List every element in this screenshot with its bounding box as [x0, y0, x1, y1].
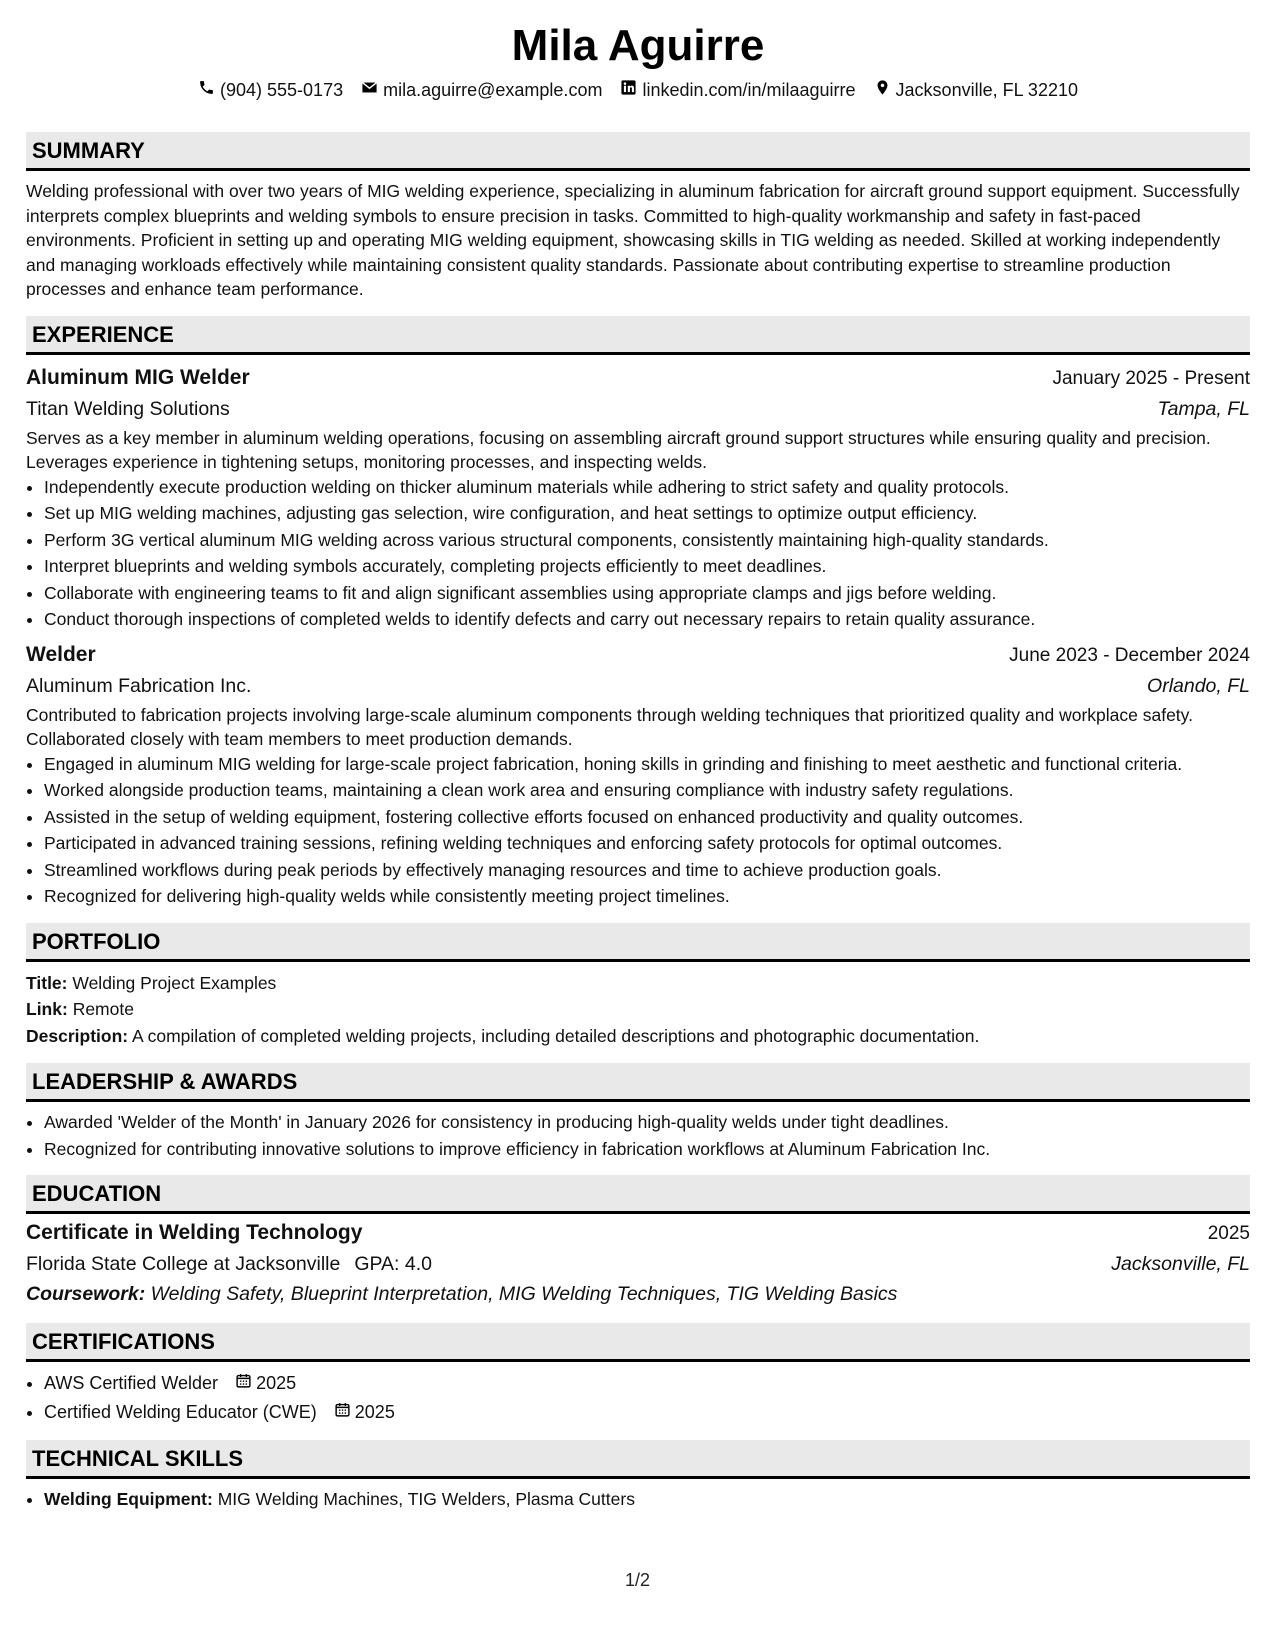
calendar-icon — [235, 1370, 252, 1397]
job-location: Tampa, FL — [1157, 397, 1250, 420]
contact-bar — [26, 78, 1250, 102]
portfolio-link[interactable]: Link: Remote — [26, 999, 134, 1019]
job-bullets — [26, 475, 1250, 632]
section-heading: CERTIFICATIONS — [26, 1323, 1250, 1362]
linkedin-icon — [620, 78, 637, 102]
section-heading: EDUCATION — [26, 1175, 1250, 1214]
contact-location — [874, 78, 1078, 102]
map-pin-icon — [874, 78, 891, 102]
certification-date: 2025 — [334, 1399, 395, 1426]
company-name: Titan Welding Solutions — [26, 397, 230, 420]
list-item: • Worked alongside production teams, maintaining a clean work area and ensuring compliance with industry safety regulations. — [44, 778, 1250, 803]
candidate-name: Mila Aguirre — [511, 21, 765, 70]
section-heading: LEADERSHIP & AWARDS — [26, 1063, 1250, 1102]
list-item: • Recognized for delivering high-quality welds while consistently meeting project timelines. — [44, 884, 1250, 909]
leadership-bullets — [26, 1110, 1250, 1161]
list-item: • Assisted in the setup of welding equipment, fostering collective efforts focused on enhanced productivity and quality outcomes. — [44, 805, 1250, 830]
job-title: Aluminum MIG Welder — [26, 365, 250, 389]
linkedin-text: linkedin.com/in/milaaguirre — [642, 80, 856, 100]
envelope-icon — [361, 78, 378, 102]
list-item: • Conduct thorough inspections of completed welds to identify defects and carry out necessary repairs to retain quality assurance. — [44, 607, 1250, 632]
location-text: Jacksonville, FL 32210 — [895, 80, 1078, 100]
job-entry — [26, 640, 1250, 909]
education-location: Jacksonville, FL — [1111, 1253, 1250, 1275]
list-item: • Perform 3G vertical aluminum MIG welding across various structural components, consistently maintaining high-quality standards. — [44, 528, 1250, 553]
job-entry — [26, 363, 1250, 632]
certifications-section — [26, 1323, 1250, 1426]
list-item: • Engaged in aluminum MIG welding for large-scale project fabrication, honing skills in grinding and finishing to meet aesthetic and functional criteria. — [44, 752, 1250, 777]
list-item: • Recognized for contributing innovative solutions to improve efficiency in fabrication workflows at Aluminum Fabrication Inc. — [44, 1137, 1250, 1162]
list-item: • Awarded 'Welder of the Month' in January 2026 for consistency in producing high-quality welds under tight deadlines. — [44, 1110, 1250, 1135]
list-item: • Interpret blueprints and welding symbols accurately, completing projects efficiently to meet deadlines. — [44, 554, 1250, 579]
job-description: Serves as a key member in aluminum welding operations, focusing on assembling aircraft ground support structures while ensuring quality and precision. Leverages experience in tightening setups, monitoring processes, and inspecting welds. — [26, 427, 1211, 472]
job-location: Orlando, FL — [1147, 674, 1250, 697]
gpa: GPA: 4.0 — [354, 1253, 433, 1275]
leadership-section — [26, 1063, 1250, 1161]
contact-email[interactable] — [361, 78, 602, 102]
resume-page — [26, 18, 1250, 1514]
company-name: Aluminum Fabrication Inc. — [26, 674, 252, 697]
portfolio-section — [26, 923, 1250, 1050]
job-title: Welder — [26, 642, 96, 666]
section-heading: PORTFOLIO — [26, 923, 1250, 962]
job-dates: January 2025 - Present — [1052, 367, 1250, 389]
section-heading: SUMMARY — [26, 132, 1250, 171]
portfolio-description: Description: A compilation of completed welding projects, including detailed descriptions and photographic documentation. — [26, 1025, 980, 1046]
list-item: • Welding Equipment: MIG Welding Machines, TIG Welders, Plasma Cutters — [44, 1487, 1250, 1512]
phone-icon — [198, 78, 215, 102]
job-bullets — [26, 752, 1250, 909]
list-item: • AWS Certified Welder 2025 — [44, 1370, 1250, 1397]
education-year: 2025 — [1207, 1223, 1250, 1244]
certifications-list — [26, 1370, 1250, 1426]
page-number: 1/2 — [624, 1570, 651, 1590]
job-description: Contributed to fabrication projects involving large-scale aluminum components through welding techniques that prioritized quality and workplace safety. Collaborated closely with team members to meet production demands. — [26, 704, 1193, 749]
degree-title: Certificate in Welding Technology — [26, 1221, 363, 1244]
list-item: • Certified Welding Educator (CWE) 2025 — [44, 1399, 1250, 1426]
skills-section — [26, 1440, 1250, 1512]
list-item: • Participated in advanced training sessions, refining welding techniques and enforcing safety protocols for optimal outcomes. — [44, 831, 1250, 856]
summary-section — [26, 132, 1250, 302]
list-item: • Independently execute production welding on thicker aluminum materials while adhering to strict safety and quality protocols. — [44, 475, 1250, 500]
calendar-icon — [334, 1399, 351, 1426]
phone-text: (904) 555-0173 — [220, 80, 344, 100]
list-item: • Set up MIG welding machines, adjusting gas selection, wire configuration, and heat settings to optimize output efficiency. — [44, 501, 1250, 526]
list-item: • Collaborate with engineering teams to fit and align significant assemblies using appropriate clamps and jigs before welding. — [44, 581, 1250, 606]
contact-phone — [198, 78, 343, 102]
school-name: Florida State College at Jacksonville GPA: 4.0 — [26, 1253, 433, 1275]
section-heading: EXPERIENCE — [26, 316, 1250, 355]
job-dates: June 2023 - December 2024 — [1009, 644, 1250, 666]
portfolio-title: Title: Welding Project Examples — [26, 972, 277, 993]
contact-linkedin[interactable] — [620, 78, 855, 102]
summary-text: Welding professional with over two years of MIG welding experience, specializing in aluminum fabrication for aircraft ground support equipment. Successfully interprets complex blueprints and welding symbols to ensure precision in tasks. Committed to high-quality workmanship and safety in fast-paced environments. Proficient in setting up and operating MIG welding equipment, showcasing skills in TIG welding as needed. Skilled at working independently and managing workloads effectively while maintaining consistent quality standards. Passionate about contributing expertise to streamline production processes and enhance team performance. — [26, 181, 1240, 299]
section-heading: TECHNICAL SKILLS — [26, 1440, 1250, 1479]
experience-section — [26, 316, 1250, 909]
certification-date: 2025 — [235, 1370, 296, 1397]
email-text: mila.aguirre@example.com — [383, 80, 603, 100]
coursework: Coursework: Welding Safety, Blueprint Interpretation, MIG Welding Techniques, TIG Welding Basics — [26, 1283, 898, 1305]
skills-list — [26, 1487, 1250, 1512]
education-section — [26, 1175, 1250, 1309]
list-item: • Streamlined workflows during peak periods by effectively managing resources and time to achieve production goals. — [44, 858, 1250, 883]
